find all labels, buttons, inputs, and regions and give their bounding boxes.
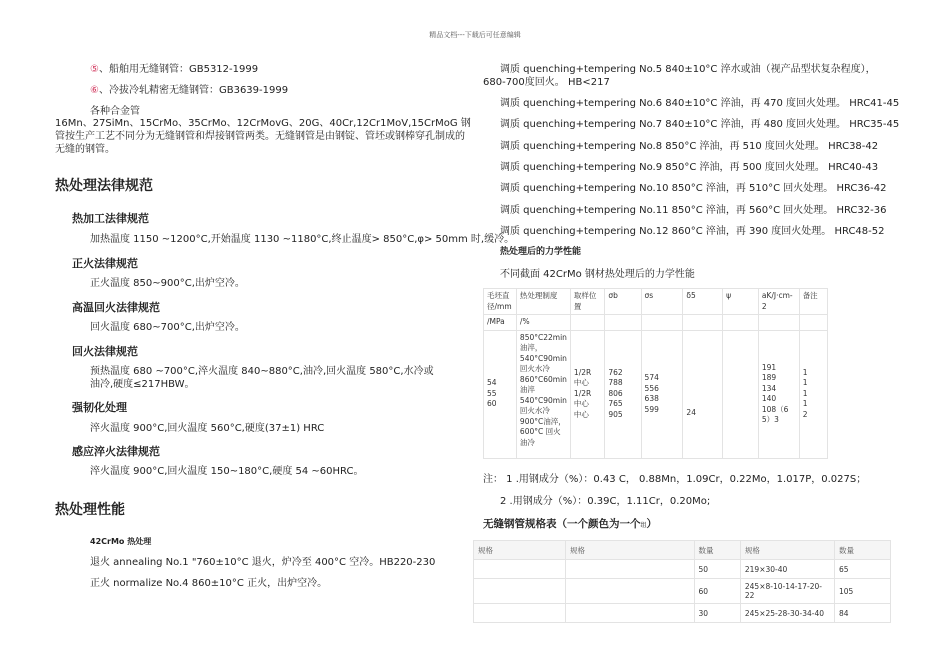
high-temper-title: 高温回火法律规范 <box>72 301 160 314</box>
list-item-6 <box>90 84 288 97</box>
cell-d5: 24 <box>683 330 723 458</box>
item-text: 、船舶用无缝钢管：GB5312-1999 <box>98 64 259 75</box>
spec-header: 规格 <box>740 541 834 560</box>
unit-mpa: /MPa <box>484 315 517 331</box>
hot-work-title: 热加工法律规范 <box>72 212 149 225</box>
anneal-line: 退火 annealing No.1 "760±10°C 退火，炉冷至 400°C 空冷。HB220-230 <box>90 557 436 568</box>
header-ak: aK/J·cm-2 <box>758 289 799 315</box>
header-psi: ψ <box>723 289 759 315</box>
qt-no12: 调质 quenching+tempering No.12 860°C 淬油，再 390 度回火处理。 HRC48-52 <box>500 226 885 237</box>
alloy-body: 16Mn、27SiMn、15CrMo、35CrMo、12CrMovG、20G、40Cr,12Cr1MoV,15CrMoG 钢管按生产工艺不同分为无缝钢管和焊接钢管两类。无缝钢管是由钢锭、管坯或钢棒穿孔制成的无缝的钢管。 <box>55 118 471 155</box>
spec-cell <box>474 579 566 604</box>
cell-treatment: 850°C22min 油淬，540°C90min 回火水冷860°C60min 油淬540°C90min 回火水冷900°C油淬，600°C 回火油冷 <box>516 330 570 458</box>
header-note: 备注 <box>799 289 827 315</box>
header-d5: δ5 <box>683 289 723 315</box>
item-number: ⑥ <box>90 85 99 96</box>
temper-title: 回火法律规范 <box>72 345 138 358</box>
spec-table-title <box>483 518 657 532</box>
qt-no8: 调质 quenching+tempering No.8 850°C 淬油，再 510 度回火处理。 HRC38-42 <box>500 141 879 152</box>
cell-ak: 191 189 134 140 108（6 5）3 <box>758 330 799 458</box>
header-sb: σb <box>605 289 641 315</box>
note-1: 注： 1 .用钢成分（%）：0.43 C， 0.88Mn，1.09Cr，0.22Mo，1.017P，0.027S； <box>483 474 867 485</box>
mech-title: 热处理后的力学性能 <box>500 247 582 257</box>
cell-position: 1/2R 中心 1/2R 中心 中心 <box>570 330 604 458</box>
header-diameter: 毛坯直径/mm <box>484 289 517 315</box>
induction-body: 淬火温度 900°C,回火温度 150~180°C,硬度 54 ~60HRC。 <box>90 466 364 477</box>
spec-cell: 50 <box>694 560 740 579</box>
spec-cell: 60 <box>694 579 740 604</box>
spec-cell: 65 <box>835 560 891 579</box>
spec-title-end: ） <box>646 518 658 530</box>
temper-body: 预热温度 680 ~700°C,淬火温度 840~880°C,油冷,回火温度 580°C,水冷或油冷,硬度≤217HBW。 <box>90 366 434 390</box>
cell-ss: 574 556 638 599 <box>641 330 683 458</box>
section-title-heat-treatment: 热处理法律规范 <box>55 178 153 194</box>
section-title-properties: 热处理性能 <box>55 502 125 518</box>
spec-cell: 30 <box>694 604 740 623</box>
spec-header-row <box>474 541 891 560</box>
item-number: ⑤ <box>90 64 99 75</box>
page-header: 精品文档---下载后可任意编辑 <box>429 31 521 39</box>
qt-no7: 调质 quenching+tempering No.7 840±10°C 淬油，再 480 度回火处理。 HRC35-45 <box>500 119 900 130</box>
qt-no5: 调质 quenching+tempering No.5 840±10°C 淬水或油（视产品型状复杂程度），680-700度回火。 HB<217 <box>483 64 876 88</box>
qt-no11: 调质 quenching+tempering No.11 850°C 淬油，再 560°C 回火处理。 HRC32-36 <box>500 205 887 216</box>
spec-cell: 245×8-10-14-17-20-22 <box>740 579 834 604</box>
spec-cell <box>565 560 694 579</box>
spec-cell <box>565 604 694 623</box>
qt-no6: 调质 quenching+tempering No.6 840±10°C 淬油，再 470 度回火处理。 HRC41-45 <box>500 98 900 109</box>
spec-cell <box>565 579 694 604</box>
normalize-body: 正火温度 850~900°C,出炉空冷。 <box>90 278 245 289</box>
table-row <box>474 604 891 623</box>
cell-psi <box>723 330 759 458</box>
spec-title-text: 无缝钢管规格表（一个颜色为一个 <box>483 518 641 530</box>
high-temper-body: 回火温度 680~700°C,出炉空冷。 <box>90 322 245 333</box>
header-ss: σs <box>641 289 683 315</box>
hot-work-body: 加热温度 1150 ~1200°C,开始温度 1130 ~1180°C,终止温度> 850°C,φ> 50mm 时,缓冷。 <box>90 234 515 245</box>
header-treatment: 热处理制度 <box>516 289 570 315</box>
spec-title-small: 组 <box>640 522 647 529</box>
induction-title: 感应淬火法律规范 <box>72 445 160 458</box>
normalize-title: 正火法律规范 <box>72 257 138 270</box>
table-header-row <box>484 289 828 315</box>
spec-header: 规格 <box>565 541 694 560</box>
subtitle-42crmo: 42CrMo 热处理 <box>90 537 152 546</box>
qt-no10: 调质 quenching+tempering No.10 850°C 淬油，再 510°C 回火处理。 HRC36-42 <box>500 183 887 194</box>
table-row <box>474 560 891 579</box>
toughening-body: 淬火温度 900°C,回火温度 560°C,硬度(37±1) HRC <box>90 423 325 434</box>
spec-cell <box>474 604 566 623</box>
qt-no9: 调质 quenching+tempering No.9 850°C 淬油，再 500 度回火处理。 HRC40-43 <box>500 162 879 173</box>
spec-cell: 245×25-28-30-34-40 <box>740 604 834 623</box>
cell-diameter: 54 55 60 <box>484 330 517 458</box>
list-item-5 <box>90 63 258 76</box>
unit-percent: /% <box>516 315 570 331</box>
toughening-title: 强韧化处理 <box>72 401 127 414</box>
alloy-title: 各种合金管 <box>90 106 140 117</box>
table-row <box>484 330 828 458</box>
spec-header: 规格 <box>474 541 566 560</box>
spec-table <box>473 540 891 623</box>
cell-note: 1 1 1 1 2 <box>799 330 827 458</box>
spec-cell: 219×30-40 <box>740 560 834 579</box>
normalize-line: 正火 normalize No.4 860±10°C 正火，出炉空冷。 <box>90 578 328 589</box>
spec-cell: 84 <box>835 604 891 623</box>
mech-subtitle: 不同截面 42CrMo 钢材热处理后的力学性能 <box>500 269 695 280</box>
cell-sb: 762 788 806 765 905 <box>605 330 641 458</box>
note-2: 2 .用钢成分（%）：0.39C，1.11Cr，0.20Mo; <box>500 496 711 507</box>
header-position: 取样位置 <box>570 289 604 315</box>
spec-cell <box>474 560 566 579</box>
spec-cell: 105 <box>835 579 891 604</box>
mechanical-properties-table <box>483 288 828 459</box>
item-text: 、冷拔冷轧精密无缝钢管：GB3639-1999 <box>98 85 289 96</box>
spec-header: 数量 <box>835 541 891 560</box>
spec-header: 数量 <box>694 541 740 560</box>
table-row <box>474 579 891 604</box>
table-units-row <box>484 315 828 331</box>
